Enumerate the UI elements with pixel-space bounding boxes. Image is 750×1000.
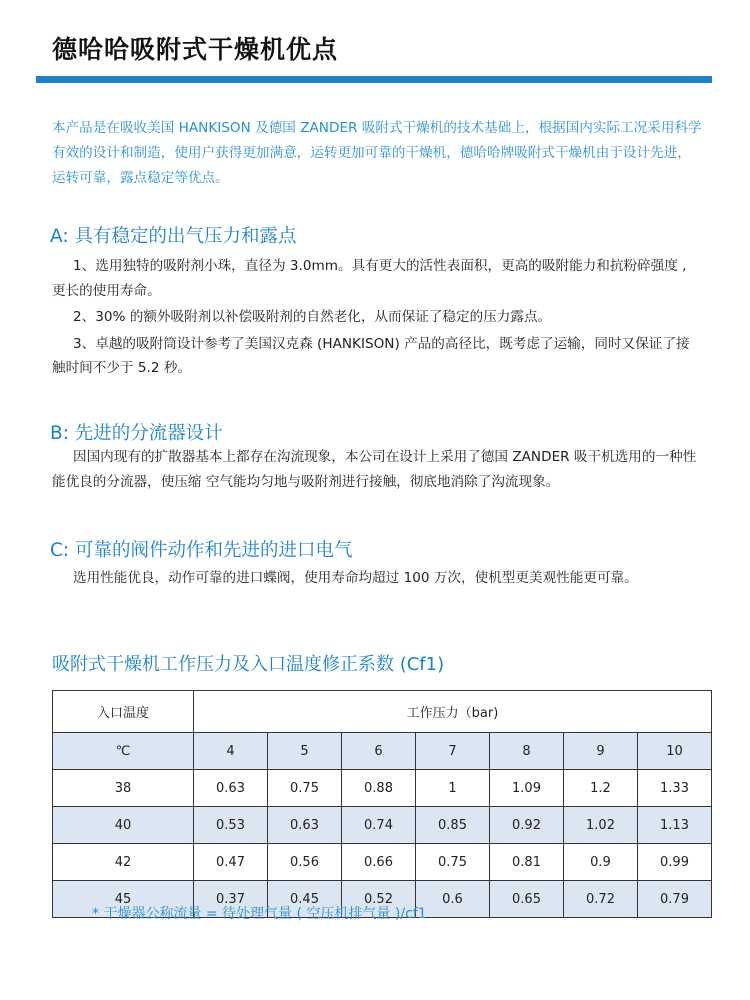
table-cell: 7: [416, 733, 490, 770]
table-cell: 0.45: [268, 881, 342, 918]
table-cell: 0.47: [194, 844, 268, 881]
table-cell: 0.53: [194, 807, 268, 844]
table-cell: 1.2: [564, 770, 638, 807]
table-cell: 0.74: [342, 807, 416, 844]
table-row: [53, 807, 712, 844]
table-cell: 0.66: [342, 844, 416, 881]
table-cell: 40: [53, 807, 194, 844]
table-row: [53, 770, 712, 807]
table-cell: 0.37: [194, 881, 268, 918]
section-a-heading: A: 具有稳定的出气压力和露点: [50, 226, 297, 247]
section-c-body: [52, 566, 702, 591]
table-cell: 0.63: [268, 807, 342, 844]
table-cell: 0.79: [638, 881, 712, 918]
section-b-heading: B: 先进的分流器设计: [50, 423, 223, 444]
table-cell: 1.09: [490, 770, 564, 807]
table-cell: 9: [564, 733, 638, 770]
table-cell: 0.52: [342, 881, 416, 918]
table-cell: 0.65: [490, 881, 564, 918]
section-b-text: 因国内现有的扩散器基本上都存在沟流现象，本公司在设计上采用了德国 ZANDER 吸干机选用的一种性能优良的分流器，使压缩 空气能均匀地与吸附剂进行接触，彻底地消除了沟流现象。: [52, 449, 697, 490]
table-cell: 5: [268, 733, 342, 770]
header-inlet-temperature: 入口温度: [53, 691, 194, 733]
table-cell: 1.13: [638, 807, 712, 844]
table-unit-row: [53, 733, 712, 770]
table-cell: 0.75: [416, 844, 490, 881]
table-cell: 0.92: [490, 807, 564, 844]
table-cell: 45: [53, 881, 194, 918]
table-cell: 0.9: [564, 844, 638, 881]
table-cell: 0.88: [342, 770, 416, 807]
table-cell: 1.02: [564, 807, 638, 844]
page-title: 德哈哈吸附式干燥机优点: [52, 35, 339, 64]
table-cell: 0.6: [416, 881, 490, 918]
header-working-pressure: 工作压力（bar): [194, 691, 712, 733]
table-cell: 42: [53, 844, 194, 881]
table-cell: 4: [194, 733, 268, 770]
table-cell: 0.63: [194, 770, 268, 807]
section-c-heading: C: 可靠的阀件动作和先进的进口电气: [50, 540, 353, 561]
table-cell: 1.33: [638, 770, 712, 807]
section-a-item-3: 3、卓越的吸附筒设计参考了美国汉克森 (HANKISON) 产品的高径比，既考虑了运输，同时又保证了接触时间不少于 5.2 秒。: [52, 335, 690, 376]
correction-factor-table: [52, 690, 712, 918]
table-cell: 0.85: [416, 807, 490, 844]
table-cell: 0.99: [638, 844, 712, 881]
table-cell: ℃: [53, 733, 194, 770]
table-cell: 10: [638, 733, 712, 770]
table-cell: 0.81: [490, 844, 564, 881]
section-a-item-1: 1、选用独特的吸附剂小珠，直径为 3.0mm。具有更大的活性表面积，更高的吸附能力和抗粉碎强度 , 更长的使用寿命。: [52, 258, 687, 299]
table-header-row: [53, 691, 712, 733]
table-cell: 38: [53, 770, 194, 807]
table-cell: 0.72: [564, 881, 638, 918]
section-a-body: [52, 254, 702, 381]
section-b-body: [52, 445, 702, 494]
table-cell: 1: [416, 770, 490, 807]
table-cell: 0.56: [268, 844, 342, 881]
table-title: 吸附式干燥机工作压力及入口温度修正系数 (Cf1): [52, 654, 445, 675]
flow-formula-footnote: * 干燥器公称流量 = 待处理气量 ( 空压机排气量 )/cf1: [92, 906, 427, 922]
title-underline: [36, 76, 712, 83]
table-row: [53, 844, 712, 881]
table-cell: 0.75: [268, 770, 342, 807]
table-cell: 8: [490, 733, 564, 770]
intro-paragraph: 本产品是在吸收美国 HANKISON 及德国 ZANDER 吸附式干燥机的技术基础上，根据国内实际工况采用科学有效的设计和制造，使用户获得更加满意，运转更加可靠的干燥机，德哈哈牌吸附式干燥机由于设计先进，运转可靠，露点稳定等优点。: [52, 120, 702, 186]
section-c-text: 选用性能优良，动作可靠的进口蝶阀，使用寿命均超过 100 万次，使机型更美观性能更可靠。: [73, 570, 638, 586]
table-cell: 6: [342, 733, 416, 770]
section-a-item-2: 2、30% 的额外吸附剂以补偿吸附剂的自然老化，从而保证了稳定的压力露点。: [73, 309, 552, 325]
